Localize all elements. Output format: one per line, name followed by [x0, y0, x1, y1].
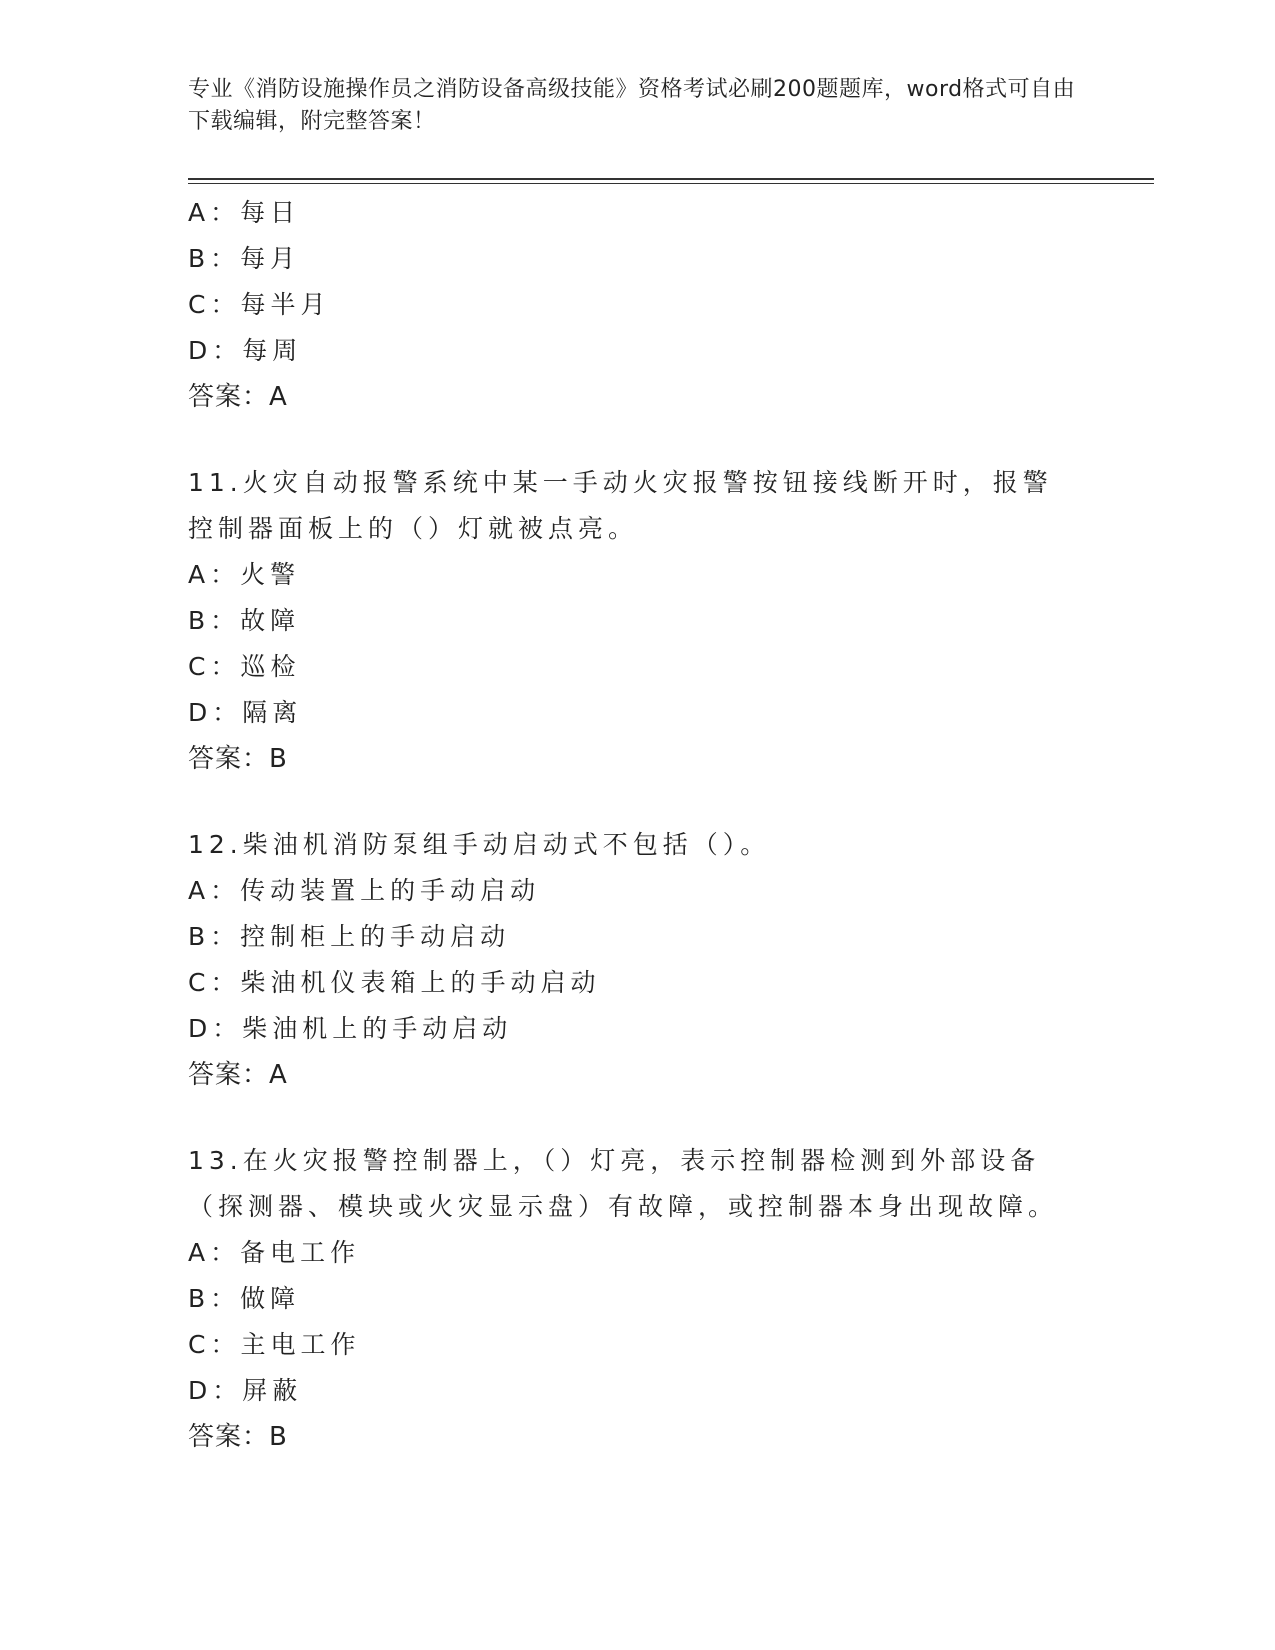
option-d: D：屏蔽	[188, 1376, 303, 1405]
answer: 答案：B	[188, 744, 288, 774]
option-d: D：柴油机上的手动启动	[188, 1014, 513, 1043]
option-d: D：隔离	[188, 698, 303, 727]
spacer	[188, 1098, 1088, 1138]
option-b: B：故障	[188, 606, 301, 635]
option-a: A：备电工作	[188, 1238, 361, 1267]
spacer	[188, 420, 1088, 460]
option-c: C：巡检	[188, 652, 301, 681]
question-stem: 13.在火灾报警控制器上，（）灯亮，表示控制器检测到外部设备（探测器、模块或火灾显示盘）有故障，或控制器本身出现故障。	[188, 1146, 1059, 1221]
option-a: A：传动装置上的手动启动	[188, 876, 541, 905]
question-13	[188, 1138, 1088, 1460]
option-d: D：每周	[188, 336, 303, 365]
option-a: A：火警	[188, 560, 301, 589]
option-c: C：每半月	[188, 290, 331, 319]
spacer	[188, 782, 1088, 822]
option-b: B：控制柜上的手动启动	[188, 922, 511, 951]
option-a: A：每日	[188, 198, 301, 227]
answer: 答案：B	[188, 1422, 288, 1452]
answer: 答案：A	[188, 382, 288, 412]
question-12	[188, 822, 1088, 1098]
document-header: 专业《消防设施操作员之消防设备高级技能》资格考试必刷200题题库，word格式可自由下载编辑，附完整答案！	[188, 77, 1076, 134]
option-b: B：每月	[188, 244, 301, 273]
answer: 答案：A	[188, 1060, 288, 1090]
question-10	[188, 190, 1088, 420]
header-rule-thick	[188, 178, 1154, 180]
question-list	[188, 190, 1088, 1460]
question-11	[188, 460, 1088, 782]
question-stem: 11.火灾自动报警系统中某一手动火灾报警按钮接线断开时，报警控制器面板上的（）灯就被点亮。	[188, 468, 1053, 543]
option-b: B：做障	[188, 1284, 301, 1313]
header-rule-thin	[188, 183, 1154, 184]
option-c: C：柴油机仪表箱上的手动启动	[188, 968, 601, 997]
option-c: C：主电工作	[188, 1330, 361, 1359]
question-stem: 12.柴油机消防泵组手动启动式不包括（）。	[188, 830, 771, 859]
